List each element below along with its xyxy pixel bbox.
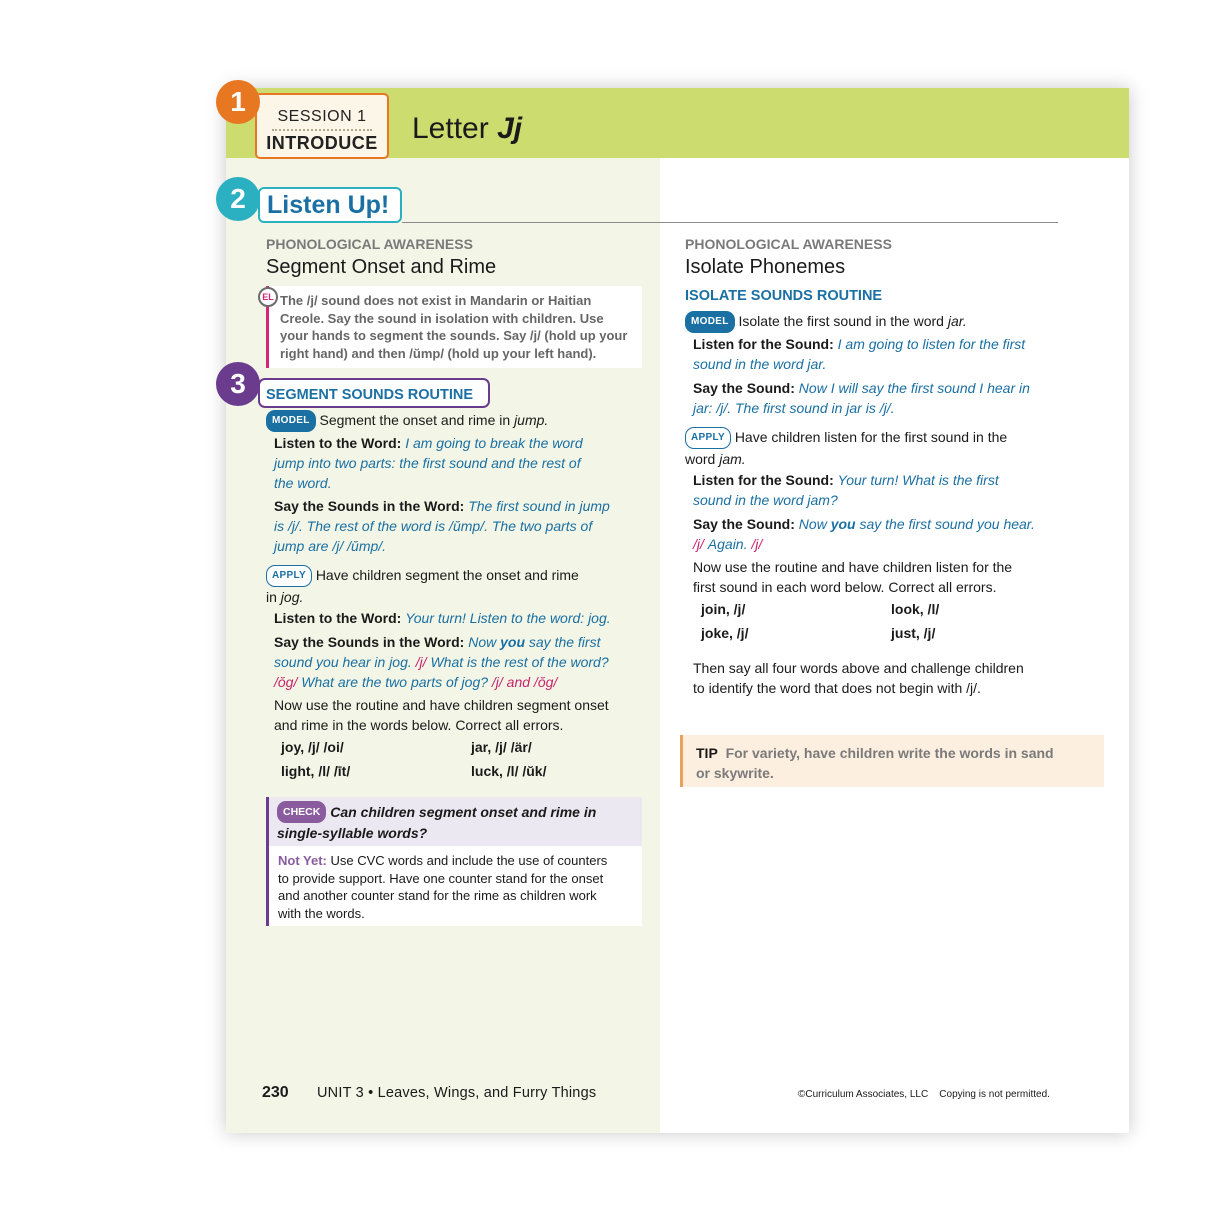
apply-pill: APPLY [685, 427, 731, 449]
title-prefix: Letter [412, 112, 489, 145]
check-box [266, 797, 642, 926]
session-label-box [255, 93, 389, 159]
session-type: INTRODUCE [266, 133, 378, 153]
workbook-page [226, 88, 1129, 1133]
segment-routine-title: SEGMENT SOUNDS ROUTINE [266, 387, 474, 403]
right-then-instructions: Then say all four words above and challenge children to identify the word that does not begin with /j/. [693, 660, 1024, 696]
right-now-instructions: Now use the routine and have children listen for the first sound in each word below. Correct all errors. [693, 559, 1013, 595]
session-number: SESSION 1 [277, 108, 367, 125]
right-say-sound: Say the Sound: Now I will say the first sound I hear in jar: /j/. The first sound in jar is /j/. [693, 380, 1030, 416]
left-kicker: PHONOLOGICAL AWARENESS [266, 236, 473, 252]
right-subhead: Isolate Phonemes [685, 256, 846, 278]
el-note-text: The /j/ sound does not exist in Mandarin or Haitian Creole. Say the sound in isolation with children. Use your hands to segment the sounds. Say /j/ (hold up your right hand) and then /ŭmp/ (hold up your left hand). [280, 293, 628, 361]
right-kicker: PHONOLOGICAL AWARENESS [685, 236, 892, 252]
listen-up-heading [258, 187, 402, 223]
right-listen-sound-2: Listen for the Sound: Your turn! What is the first sound in the word jam? [693, 472, 999, 508]
left-word-1: joy, /j/ /oi/ [281, 739, 344, 755]
callout-badge-2: 2 [216, 177, 260, 221]
right-word-1: join, /j/ [701, 601, 746, 617]
check-pill: CHECK [277, 801, 326, 823]
tip-text: TIP For variety, have children write the words in sand or skywrite. [696, 745, 1054, 781]
callout-badge-3: 3 [216, 362, 260, 406]
left-word-3: light, /l/ /īt/ [281, 763, 351, 779]
segment-routine-heading [258, 378, 490, 408]
section-rule [402, 222, 1058, 223]
model-pill: MODEL [685, 311, 735, 333]
page-number: 230 [262, 1084, 289, 1101]
el-note-box [266, 286, 642, 368]
right-model-line: MODEL Isolate the first sound in the word jar. [685, 311, 967, 333]
check-question: CHECK Can children segment onset and rime in single-syllable words? [277, 801, 637, 843]
isolate-routine-title: ISOLATE SOUNDS ROUTINE [685, 288, 883, 304]
right-word-3: joke, /j/ [701, 625, 749, 641]
page-title [412, 112, 522, 146]
left-now-instructions: Now use the routine and have children segment onset and rime in the words below. Correct all errors. [274, 697, 609, 733]
right-word-4: just, /j/ [891, 625, 936, 641]
left-word-2: jar, /j/ /är/ [471, 739, 532, 755]
right-apply-line: APPLY Have children listen for the first sound in the word jam. [685, 429, 1008, 467]
right-listen-sound: Listen for the Sound: I am going to listen for the first sound in the word jar. [693, 336, 1026, 372]
apply-pill: APPLY [266, 565, 312, 587]
right-word-2: look, /l/ [891, 601, 940, 617]
left-model-line: MODEL Segment the onset and rime in jump. [266, 410, 548, 432]
left-subhead: Segment Onset and Rime [266, 256, 497, 278]
left-listen-word: Listen to the Word: I am going to break the word jump into two parts: the first sound and the rest of the word. [274, 435, 583, 491]
callout-badge-1: 1 [216, 80, 260, 124]
session-divider [272, 129, 372, 131]
tip-box [680, 735, 1104, 787]
el-icon: EL [258, 287, 278, 307]
left-apply-line: APPLY Have children segment the onset and rime in jog. [266, 567, 579, 605]
right-say-sound-2: Say the Sound: Now you say the first sound you hear. /j/ Again. /j/ [693, 516, 1035, 552]
left-say-sounds-2: Say the Sounds in the Word: Now you say the first sound you hear in jog. /j/ What is the rest of the word? /ŏg/ What are the two parts of jog? /j/ and /ŏg/ [274, 634, 609, 690]
unit-title: UNIT 3 • Leaves, Wings, and Furry Things [317, 1085, 597, 1101]
title-letters: Jj [497, 112, 523, 145]
listen-up-text: Listen Up! [267, 191, 390, 219]
left-word-4: luck, /l/ /ŭk/ [471, 763, 547, 779]
model-pill: MODEL [266, 410, 316, 432]
copyright-notice: ©Curriculum Associates, LLC Copying is not permitted. [798, 1089, 1050, 1100]
left-listen-word-2: Listen to the Word: Your turn! Listen to the word: jog. [274, 610, 611, 626]
not-yet-text: Not Yet: Use CVC words and include the use of counters to provide support. Have one counter stand for the onset and another counter stand for the rime as children work with the words. [278, 853, 608, 921]
left-say-sounds: Say the Sounds in the Word: The first sound in jump is /j/. The rest of the word is /ŭmp/. The two parts of jump are /j/ /ŭmp/. [274, 498, 610, 554]
